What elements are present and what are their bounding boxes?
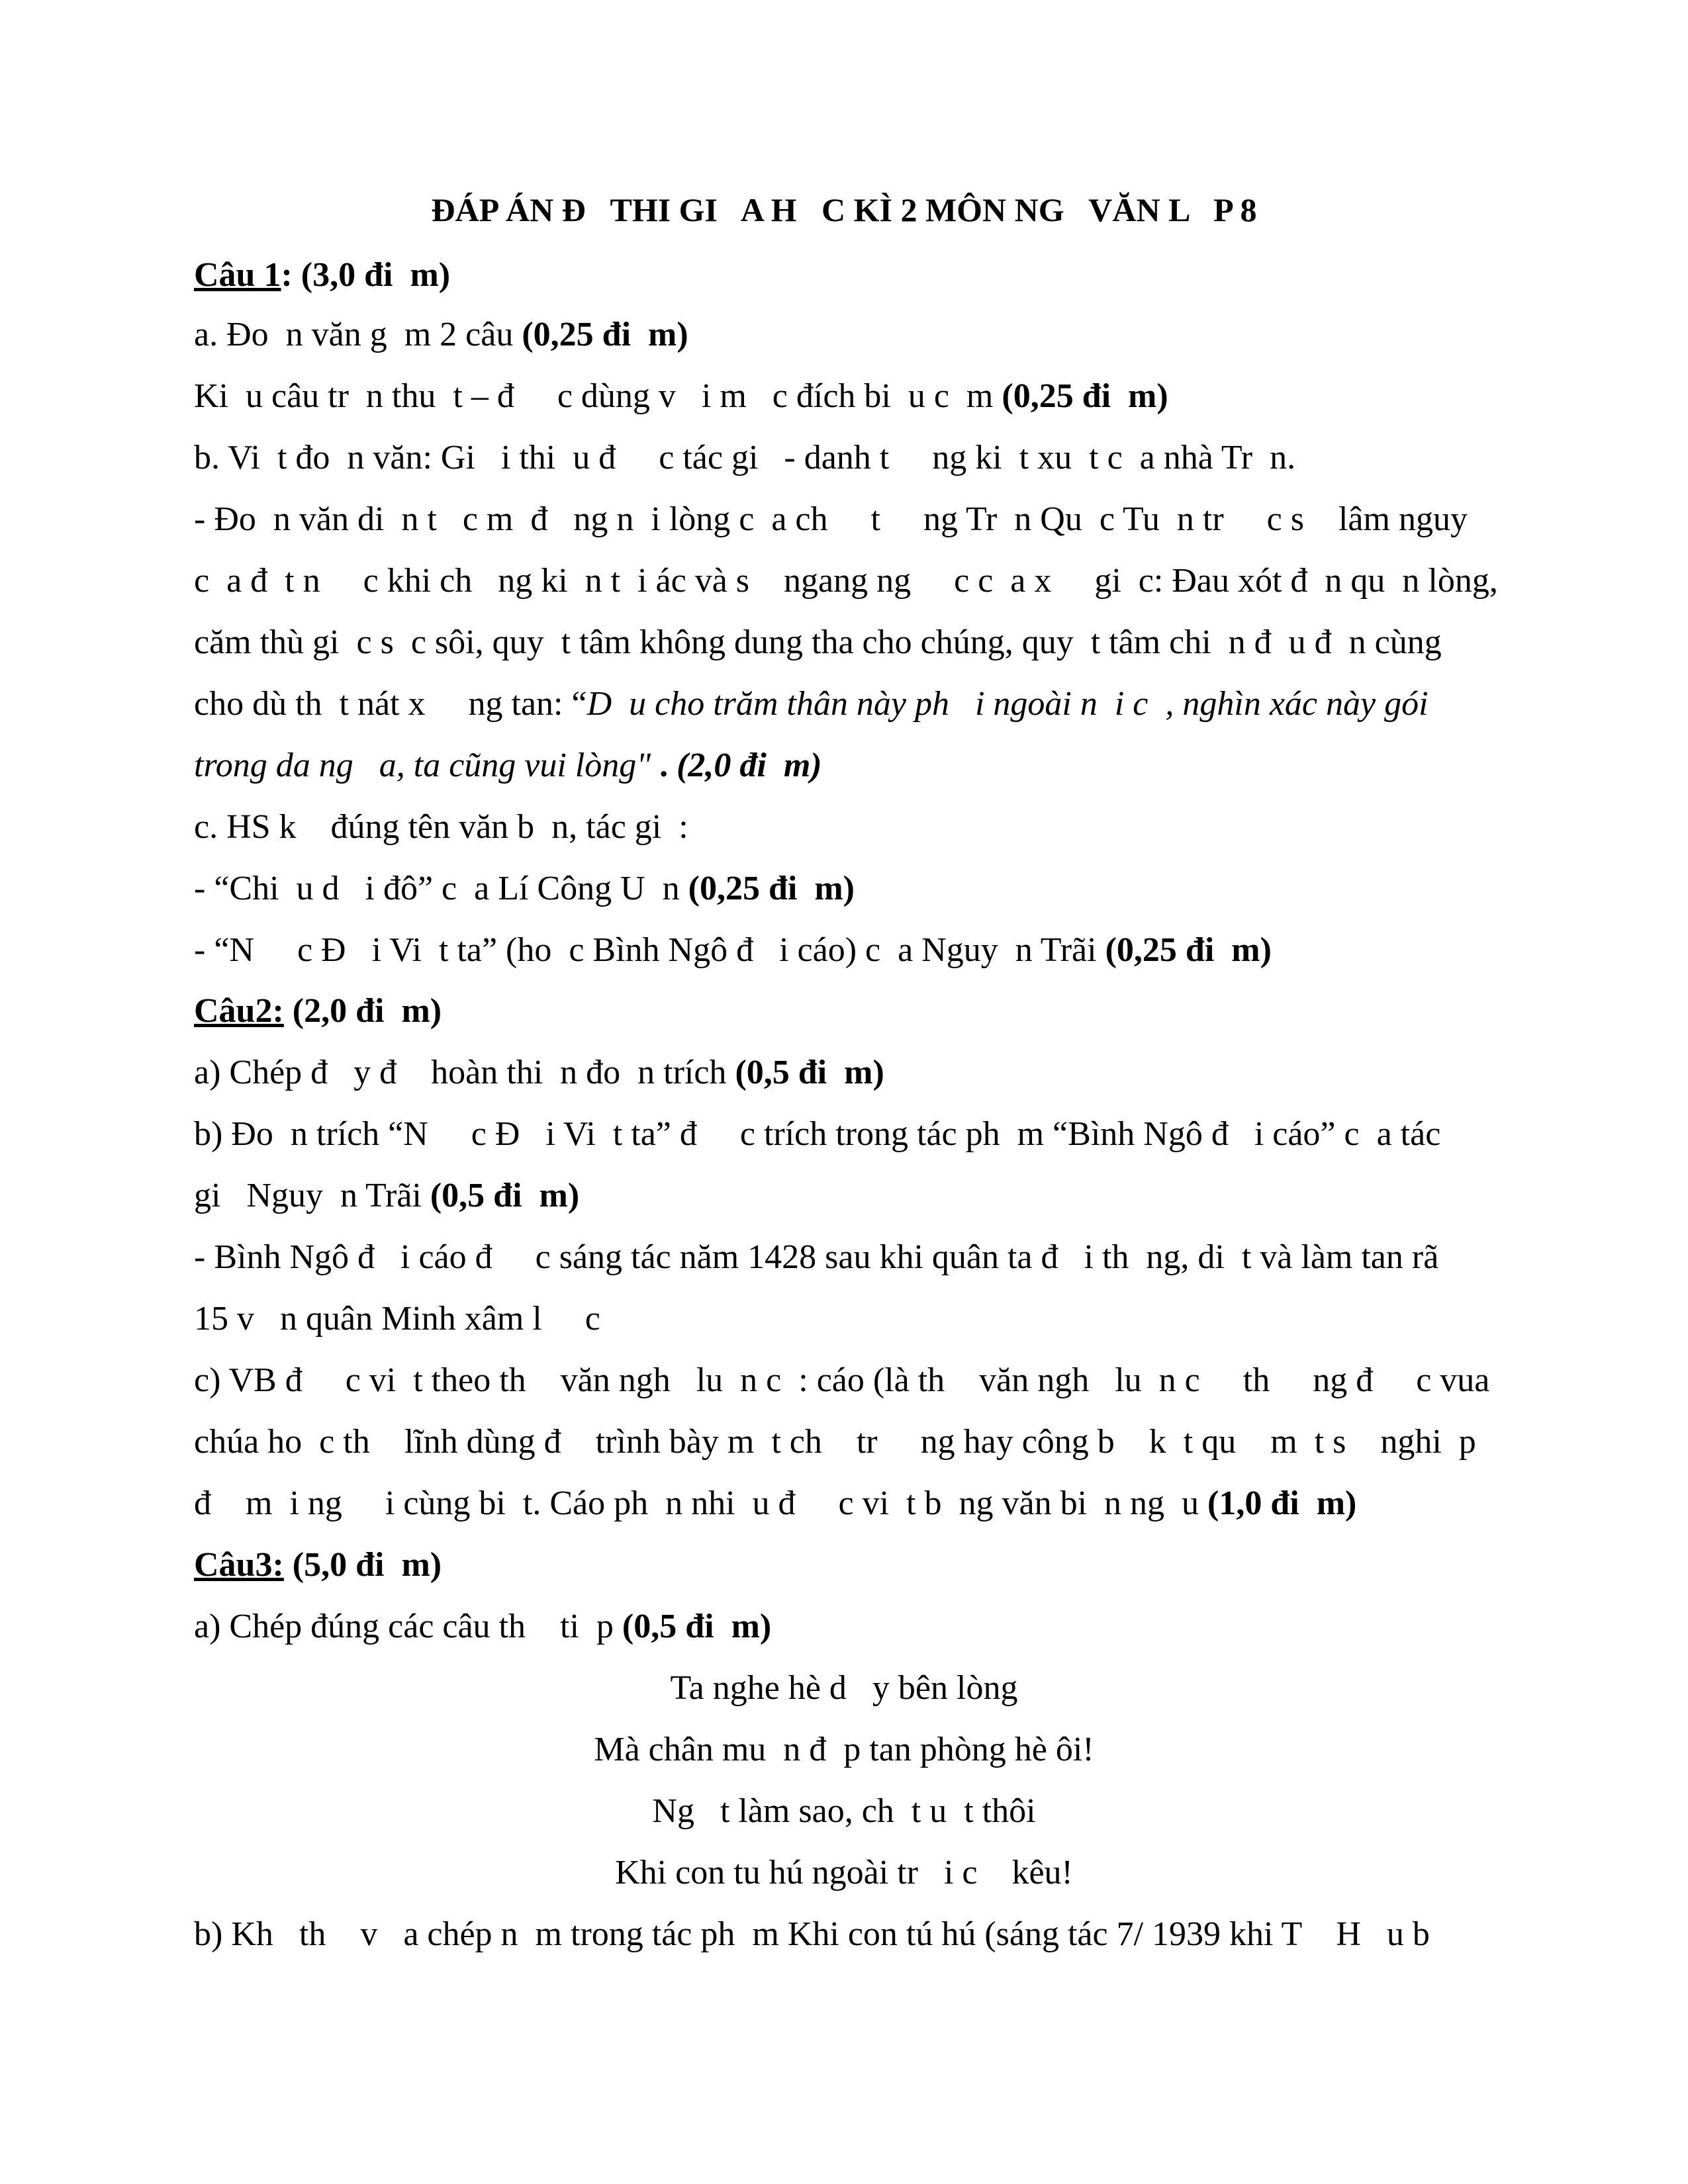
text-segment: b) Đo n trích “N c Đ i Vi t ta” đ c trích trong tác ph m “Bình Ngô đ i cáo” c a tác: [194, 1115, 1441, 1153]
text-segment: (0,5 đi m): [622, 1608, 772, 1645]
text-line: [194, 255, 450, 296]
text-line: [194, 1237, 1438, 1278]
text-segment: Ng t làm sao, ch t u t thôi: [652, 1792, 1036, 1830]
text-segment: c a đ t n c khi ch ng ki n t i ác và s ngang ng c c a x gi c: Đau xót đ n qu n lòng,: [194, 562, 1498, 600]
text-segment: - Bình Ngô đ i cáo đ c sáng tác năm 1428 sau khi quân ta đ i th ng, di t và làm tan rã: [194, 1238, 1439, 1276]
text-segment: a) Chép đúng các câu th ti p: [194, 1608, 622, 1645]
text-line: [194, 930, 1272, 971]
text-segment: cho dù th t nát x ng tan: “: [194, 685, 587, 723]
text-line: [194, 1545, 442, 1586]
text-line: [194, 1175, 579, 1216]
poem-line: [0, 1668, 1688, 1709]
text-segment: (2,0 đi m): [283, 992, 442, 1030]
text-segment: (0,25 đi m): [1002, 377, 1168, 415]
text-segment: đ m i ng i cùng bi t. Cáo ph n nhi u đ c vi t b ng văn bi n ng u: [194, 1484, 1208, 1522]
text-line: [194, 622, 1442, 663]
section-heading: Câu2:: [194, 992, 284, 1030]
text-line: [194, 868, 855, 909]
text-segment: Ta nghe hè d y bên lòng: [670, 1669, 1018, 1707]
text-line: [194, 1914, 1430, 1955]
text-segment: - Đo n văn di n t c m đ ng n i lòng c a ch t ng Tr n Qu c Tu n tr c s lâm nguy: [194, 500, 1468, 538]
text-segment: (1,0 đi m): [1207, 1484, 1357, 1522]
poem-line: [0, 1791, 1688, 1832]
text-line: [194, 1360, 1489, 1401]
text-segment: : (3,0 đi m): [281, 256, 451, 294]
poem-line: [0, 1852, 1688, 1893]
text-segment: 15 v n quân Minh xâm l c: [194, 1300, 600, 1338]
text-segment: (0,5 đi m): [430, 1177, 580, 1214]
poem-line: [0, 1729, 1688, 1770]
text-segment: c. HS k đúng tên văn b n, tác gi :: [194, 808, 688, 846]
text-segment: - “Chi u d i đô” c a Lí Công U n: [194, 870, 688, 907]
text-line: [194, 314, 688, 355]
text-line: [194, 1483, 1356, 1524]
text-segment: Ki u câu tr n thu t – đ c dùng v i m c đích bi u c m: [194, 377, 1002, 415]
text-segment: a) Chép đ y đ hoàn thi n đo n trích: [194, 1054, 735, 1091]
text-line: [194, 807, 688, 848]
text-segment: (0,25 đi m): [1105, 931, 1272, 969]
text-segment: Mà chân mu n đ p tan phòng hè ôi!: [594, 1731, 1094, 1768]
text-line: [194, 1052, 884, 1093]
text-line: [194, 1606, 771, 1647]
text-segment: (0,5 đi m): [735, 1054, 884, 1091]
text-line: [194, 684, 1429, 725]
text-line: [194, 745, 822, 786]
text-segment: c) VB đ c vi t theo th văn ngh lu n c : cáo (là th văn ngh lu n c th ng đ c vua: [194, 1361, 1490, 1399]
text-segment: D u cho trăm thân này ph i ngoài n i c , nghìn xác này gói: [586, 685, 1429, 723]
text-segment: a. Đo n văn g m 2 câu: [194, 316, 522, 353]
text-segment: gi Nguy n Trãi: [194, 1177, 430, 1214]
section-heading: Câu 1: [194, 256, 281, 294]
text-segment: (2,0 đi m): [677, 747, 822, 784]
section-heading: Câu3:: [194, 1546, 284, 1584]
text-segment: .: [651, 747, 677, 784]
text-segment: (0,25 đi m): [688, 870, 855, 907]
text-segment: (5,0 đi m): [283, 1546, 442, 1584]
text-segment: chúa ho c th lĩnh dùng đ trình bày m t ch tr ng hay công b k t qu m t s nghi p: [194, 1423, 1476, 1461]
text-segment: b. Vi t đo n văn: Gi i thi u đ c tác gi - danh t ng ki t xu t c a nhà Tr n.: [194, 439, 1296, 477]
page-title: ĐÁP ÁN Đ THI GI A H C KÌ 2 MÔN NG VĂN L P 8: [431, 191, 1257, 228]
text-line: [194, 437, 1295, 478]
text-line: [194, 1114, 1440, 1155]
text-segment: - “N c Đ i Vi t ta” (ho c Bình Ngô đ i cáo) c a Nguy n Trãi: [194, 931, 1105, 969]
text-segment: b) Kh th v a chép n m trong tác ph m Khi con tú hú (sáng tác 7/ 1939 khi T H u b: [194, 1915, 1430, 1953]
text-line: [194, 561, 1498, 602]
text-segment: (0,25 đi m): [522, 316, 688, 353]
text-segment: căm thù gi c s c sôi, quy t tâm không dung tha cho chúng, quy t tâm chi n đ u đ n cùng: [194, 623, 1442, 661]
text-segment: trong da ng a, ta cũng vui lòng": [194, 747, 651, 784]
text-line: [194, 1298, 600, 1340]
text-line: [194, 499, 1468, 540]
text-line: [194, 991, 442, 1032]
text-segment: Khi con tu hú ngoài tr i c kêu!: [615, 1854, 1073, 1891]
text-line: [194, 1422, 1476, 1463]
text-line: [194, 376, 1168, 417]
